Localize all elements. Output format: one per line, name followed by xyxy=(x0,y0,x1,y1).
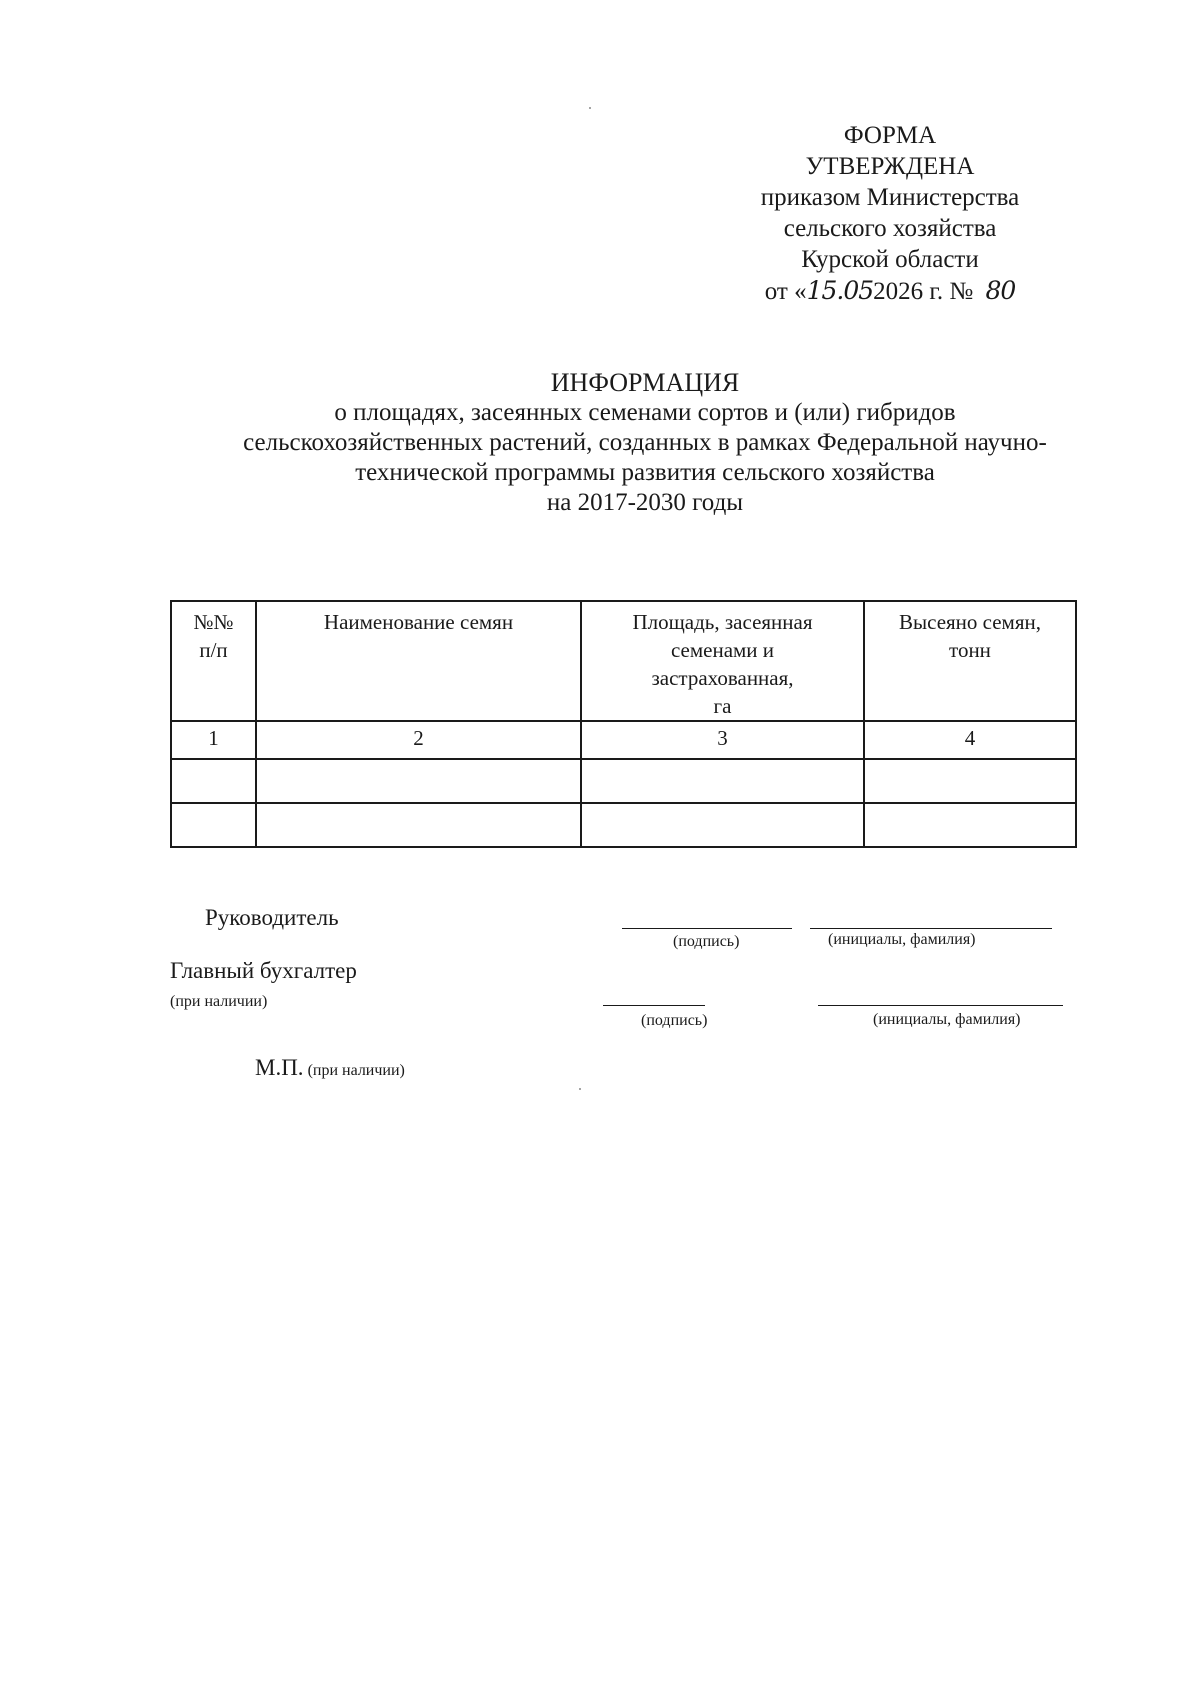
head-signature-caption: (подпись) xyxy=(673,933,740,950)
approval-order-label: приказом Министерства xyxy=(760,184,1020,211)
table-cell xyxy=(256,759,581,803)
accountant-label: Главный бухгалтер xyxy=(170,958,357,983)
header-text: Площадь, засеянная xyxy=(632,610,813,634)
title-line-1: о площадях, засеянных семенами сортов и (или) гибридов xyxy=(334,399,956,426)
scan-speck xyxy=(579,1088,581,1090)
seed-area-table xyxy=(170,600,1077,848)
table-cell xyxy=(581,803,864,847)
title-line-3: технической программы развития сельского хозяйства xyxy=(355,459,935,486)
header-text: №№ xyxy=(193,610,234,634)
table-cell xyxy=(171,803,256,847)
column-number-cell: 4 xyxy=(864,721,1076,759)
title-line-4: на 2017-2030 годы xyxy=(546,489,744,516)
date-suffix: г. № xyxy=(923,278,980,305)
header-cell-area xyxy=(581,601,864,721)
handwritten-date: 15.05 xyxy=(806,276,874,305)
header-text: п/п xyxy=(199,638,228,662)
approval-form-label: ФОРМА xyxy=(843,122,937,149)
header-text: га xyxy=(713,694,732,718)
accountant-name-line xyxy=(818,1005,1063,1006)
table-row xyxy=(171,759,1076,803)
head-name-line xyxy=(810,928,1052,929)
head-name-caption: (инициалы, фамилия) xyxy=(828,931,976,948)
header-text: Наименование семян xyxy=(323,610,514,634)
document-title xyxy=(120,368,1170,518)
header-text: Высеяно семян, xyxy=(899,610,1041,634)
approval-approved-label: УТВЕРЖДЕНА xyxy=(805,153,975,180)
stamp-note: (при наличии) xyxy=(307,1062,405,1079)
approval-ministry-label: сельского хозяйства xyxy=(783,215,997,242)
header-cell-seed-name xyxy=(256,601,581,721)
table-cell xyxy=(171,759,256,803)
stamp-placeholder xyxy=(255,1055,405,1081)
header-cell-seeds-sown xyxy=(864,601,1076,721)
table-header-row xyxy=(171,601,1076,721)
head-signature-line xyxy=(622,928,792,929)
title-heading: ИНФОРМАЦИЯ xyxy=(550,368,740,397)
scan-speck xyxy=(589,107,591,109)
column-number-cell: 1 xyxy=(171,721,256,759)
accountant-name-caption: (инициалы, фамилия) xyxy=(873,1011,1021,1028)
column-number-cell: 2 xyxy=(256,721,581,759)
table-cell xyxy=(864,759,1076,803)
stamp-label: М.П. xyxy=(255,1055,304,1080)
accountant-signature-caption: (подпись) xyxy=(641,1012,708,1029)
accountant-signature-line xyxy=(603,1005,705,1006)
header-cell-number xyxy=(171,601,256,721)
date-year: 2026 xyxy=(873,278,924,305)
head-label: Руководитель xyxy=(205,905,339,930)
table-cell xyxy=(581,759,864,803)
header-text: тонн xyxy=(949,638,991,662)
column-number-cell: 3 xyxy=(581,721,864,759)
approval-block xyxy=(730,120,1050,307)
table-row xyxy=(171,803,1076,847)
approval-region-label: Курской области xyxy=(801,246,979,273)
header-text: застрахованная, xyxy=(651,666,794,690)
date-prefix: от « xyxy=(764,278,807,305)
column-number-row xyxy=(171,721,1076,759)
approval-date-line xyxy=(730,275,1050,307)
header-text: семенами и xyxy=(670,638,775,662)
title-line-2: сельскохозяйственных растений, созданных в рамках Федеральной научно- xyxy=(243,429,1047,456)
handwritten-order-number: 80 xyxy=(985,276,1016,305)
table-cell xyxy=(864,803,1076,847)
table-cell xyxy=(256,803,581,847)
accountant-note: (при наличии) xyxy=(170,993,268,1010)
